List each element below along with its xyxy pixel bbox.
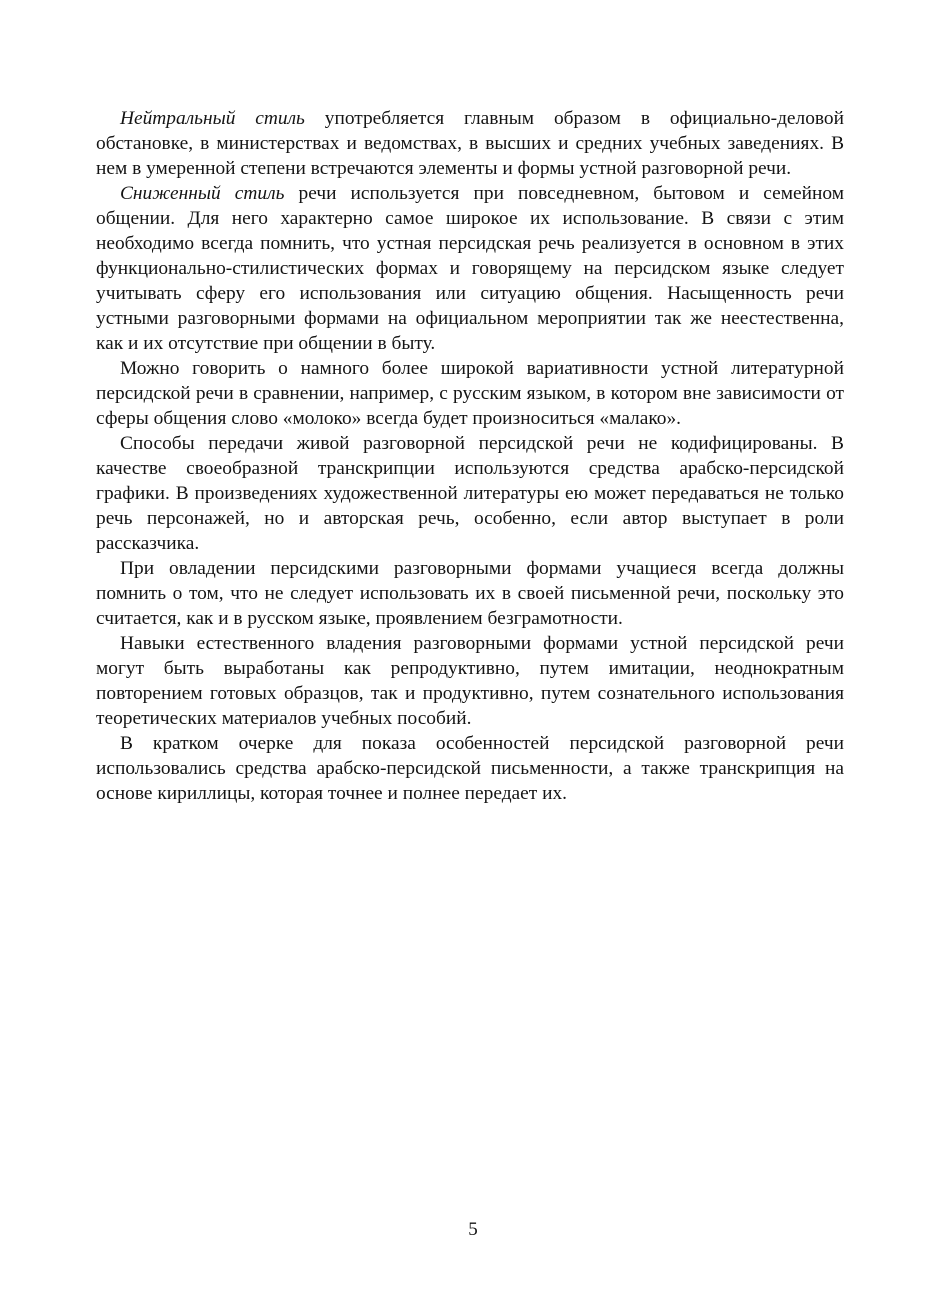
paragraph-text: употребляется главным образом в официально-деловой обстановке, в министерствах и ведомствах, в высших и средних учебных заведениях. В нем в умеренной степени встречаются элементы и формы устной разговорной речи.	[96, 108, 845, 179]
paragraph-text: Навыки естественного владения разговорными формами устной персидской речи могут быть выработаны как репродуктивно, путем имитации, неоднократным повторением готовых образцов, так и продуктивно, путем сознательного использования теоретических материалов учебных пособий.	[96, 633, 844, 729]
paragraph-text: В кратком очерке для показа особенностей персидской разговорной речи использовались средства арабско-персидской письменности, а также транскрипция на основе кириллицы, которая точнее и полнее передает их.	[96, 733, 844, 804]
term-neutral-style: Нейтральный стиль	[120, 108, 305, 129]
paragraph-text: Способы передачи живой разговорной персидской речи не кодифицированы. В качестве своеобразной транскрипции используются средства арабско-персидской графики. В произведениях художественной литературы ею может передаваться не только речь персонажей, но и авторская речь, особенно, если автор выступает в роли рассказчика.	[96, 433, 844, 554]
page-number: 5	[468, 1219, 478, 1240]
paragraph-text: Можно говорить о намного более широкой вариативности устной литературной персидской речи в сравнении, например, с русским языком, в котором вне зависимости от сферы общения слово «молоко» всегда будет произноситься «малако».	[96, 358, 844, 429]
paragraph-neutral-style	[96, 106, 844, 181]
paragraph-mastery	[96, 556, 844, 631]
paragraph-text: речи используется при повседневном, бытовом и семейном общении. Для него характерно самое широкое их использование. В связи с этим необходимо всегда помнить, что устная персидская речь реализуется в основном в этих функционально-стилистических формах и говорящему на персидском языке следует учитывать сферу его использования или ситуацию общения. Насыщенность речи устными разговорными формами на официальном мероприятии так же неестественна, как и их отсутствие при общении в быту.	[96, 183, 844, 354]
paragraph-outline	[96, 731, 844, 806]
paragraph-text: При овладении персидскими разговорными формами учащиеся всегда должны помнить о том, что не следует использовать их в своей письменной речи, поскольку это считается, как и в русском языке, проявлением безграмотности.	[96, 558, 844, 629]
term-reduced-style: Сниженный стиль	[120, 183, 285, 204]
paragraph-skills	[96, 631, 844, 731]
paragraph-reduced-style	[96, 181, 844, 356]
paragraph-transmission	[96, 431, 844, 556]
body-text	[96, 106, 844, 806]
paragraph-variability	[96, 356, 844, 431]
